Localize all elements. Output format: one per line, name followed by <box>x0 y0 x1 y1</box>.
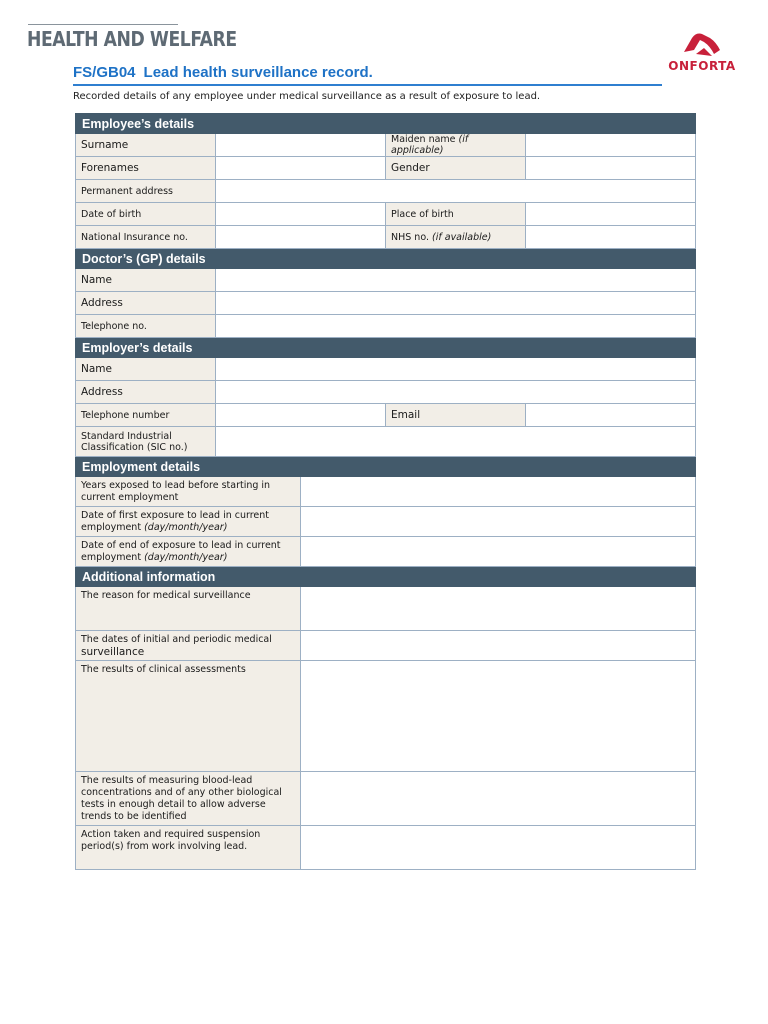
years-exposed-field[interactable] <box>301 477 696 507</box>
employment-details-heading: Employment details <box>76 457 696 477</box>
date-of-birth-field[interactable] <box>216 203 386 226</box>
surname-label: Surname <box>76 134 216 157</box>
forenames-field[interactable] <box>216 157 386 180</box>
maiden-name-label: Maiden name (if applicable) <box>386 134 526 157</box>
sic-label: Standard Industrial Classification (SIC no.) <box>76 427 216 457</box>
doctor-telephone-label: Telephone no. <box>76 315 216 338</box>
employer-email-label: Email <box>386 404 526 427</box>
action-taken-label: Action taken and required suspension period(s) from work involving lead. <box>76 826 301 870</box>
logo-text: ONFORTA <box>668 59 736 73</box>
place-of-birth-label: Place of birth <box>386 203 526 226</box>
blood-lead-results-field[interactable] <box>301 772 696 826</box>
action-taken-field[interactable] <box>301 826 696 870</box>
document-subtitle: Recorded details of any employee under medical surveillance as a result of exposure to lead. <box>73 91 541 102</box>
sic-field[interactable] <box>216 427 696 457</box>
first-exposure-field[interactable] <box>301 507 696 537</box>
reason-field[interactable] <box>301 587 696 631</box>
employer-name-field[interactable] <box>216 358 696 381</box>
permanent-address-field[interactable] <box>216 180 696 203</box>
forenames-label: Forenames <box>76 157 216 180</box>
section-heading: HEALTH AND WELFARE <box>27 27 237 51</box>
doctor-address-field[interactable] <box>216 292 696 315</box>
first-exposure-label: Date of first exposure to lead in current employment (day/month/year) <box>76 507 301 537</box>
date-of-birth-label: Date of birth <box>76 203 216 226</box>
employer-address-label: Address <box>76 381 216 404</box>
nhs-number-label: NHS no. (if available) <box>386 226 526 249</box>
clinical-assessments-label: The results of clinical assessments <box>76 661 301 772</box>
surname-field[interactable] <box>216 134 386 157</box>
gender-field[interactable] <box>526 157 696 180</box>
employer-details-heading: Employer’s details <box>76 338 696 358</box>
national-insurance-label: National Insurance no. <box>76 226 216 249</box>
logo-mark-icon <box>660 30 744 60</box>
years-exposed-label: Years exposed to lead before starting in current employment <box>76 477 301 507</box>
end-exposure-field[interactable] <box>301 537 696 567</box>
blood-lead-results-label: The results of measuring blood-lead concentrations and of any other biological tests in enough detail to allow adverse trends to be identified <box>76 772 301 826</box>
doctor-name-field[interactable] <box>216 269 696 292</box>
end-exposure-label: Date of end of exposure to lead in current employment (day/month/year) <box>76 537 301 567</box>
additional-information-heading: Additional information <box>76 567 696 587</box>
national-insurance-field[interactable] <box>216 226 386 249</box>
doctor-name-label: Name <box>76 269 216 292</box>
surveillance-dates-label: The dates of initial and periodic medical surveillance <box>76 631 301 661</box>
employer-address-field[interactable] <box>216 381 696 404</box>
gender-label: Gender <box>386 157 526 180</box>
clinical-assessments-field[interactable] <box>301 661 696 772</box>
document-title-text: Lead health surveillance record. <box>143 64 373 81</box>
permanent-address-label: Permanent address <box>76 180 216 203</box>
doctor-telephone-field[interactable] <box>216 315 696 338</box>
company-logo <box>660 30 744 74</box>
reason-label: The reason for medical surveillance <box>76 587 301 631</box>
nhs-number-field[interactable] <box>526 226 696 249</box>
place-of-birth-field[interactable] <box>526 203 696 226</box>
surveillance-form <box>75 113 696 870</box>
doctor-details-heading: Doctor’s (GP) details <box>76 249 696 269</box>
maiden-name-field[interactable] <box>526 134 696 157</box>
surveillance-dates-field[interactable] <box>301 631 696 661</box>
document-title <box>73 64 373 81</box>
doctor-address-label: Address <box>76 292 216 315</box>
employee-details-heading: Employee’s details <box>76 114 696 134</box>
employer-email-field[interactable] <box>526 404 696 427</box>
title-rule <box>73 84 662 86</box>
header-rule <box>28 24 178 25</box>
employer-name-label: Name <box>76 358 216 381</box>
employer-telephone-field[interactable] <box>216 404 386 427</box>
document-code: FS/GB04 <box>73 64 136 81</box>
employer-telephone-label: Telephone number <box>76 404 216 427</box>
